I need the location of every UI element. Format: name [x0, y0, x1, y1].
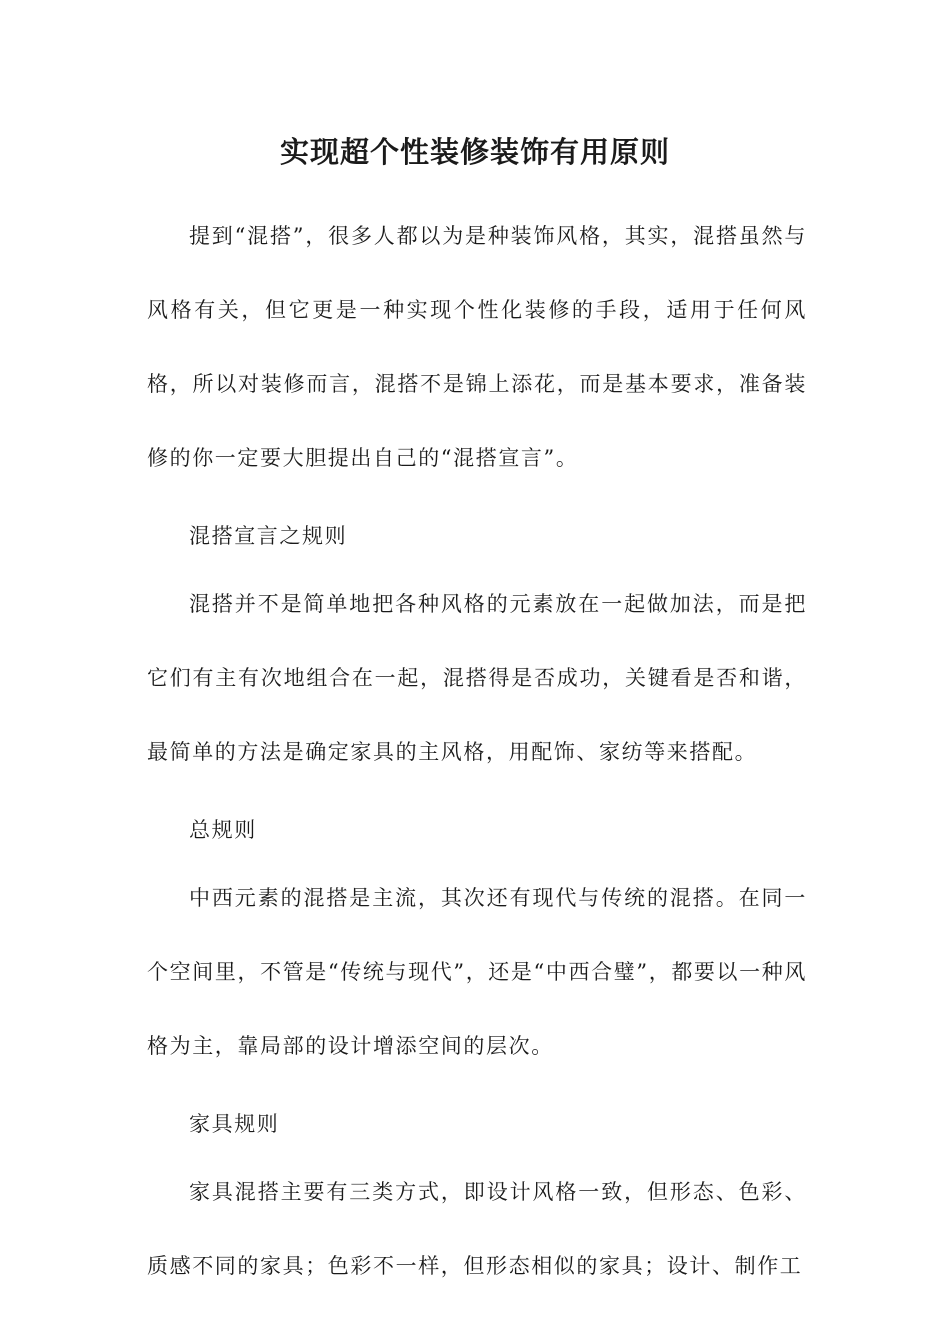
- paragraph-intro: 提到“混搭”，很多人都以为是种装饰风格，其实，混搭虽然与风格有关，但它更是一种实现个性化装修的手段，适用于任何风格，所以对装修而言，混搭不是锦上添花，而是基本要求，准备装修的你一定要大胆提出自己的“混搭宣言”。: [147, 224, 807, 470]
- paragraph-furniture: 家具混搭主要有三类方式，即设计风格一致，但形态、色彩、质感不同的家具；色彩不一样，但形态相似的家具；设计、制作工: [147, 1180, 807, 1278]
- section-heading-rules: 混搭宣言之规则: [189, 524, 348, 548]
- document-body: [147, 199, 807, 1315]
- section-heading-general: 总规则: [189, 818, 257, 842]
- paragraph-general: 中西元素的混搭是主流，其次还有现代与传统的混搭。在同一个空间里，不管是“传统与现代”，还是“中西合璧”，都要以一种风格为主，靠局部的设计增添空间的层次。: [147, 886, 807, 1058]
- section-heading-furniture: 家具规则: [189, 1112, 280, 1136]
- document-title: 实现超个性装修装饰有用原则: [279, 135, 670, 169]
- paragraph-rules: 混搭并不是简单地把各种风格的元素放在一起做加法，而是把它们有主有次地组合在一起，混搭得是否成功，关键看是否和谐，最简单的方法是确定家具的主风格，用配饰、家纺等来搭配。: [147, 592, 807, 764]
